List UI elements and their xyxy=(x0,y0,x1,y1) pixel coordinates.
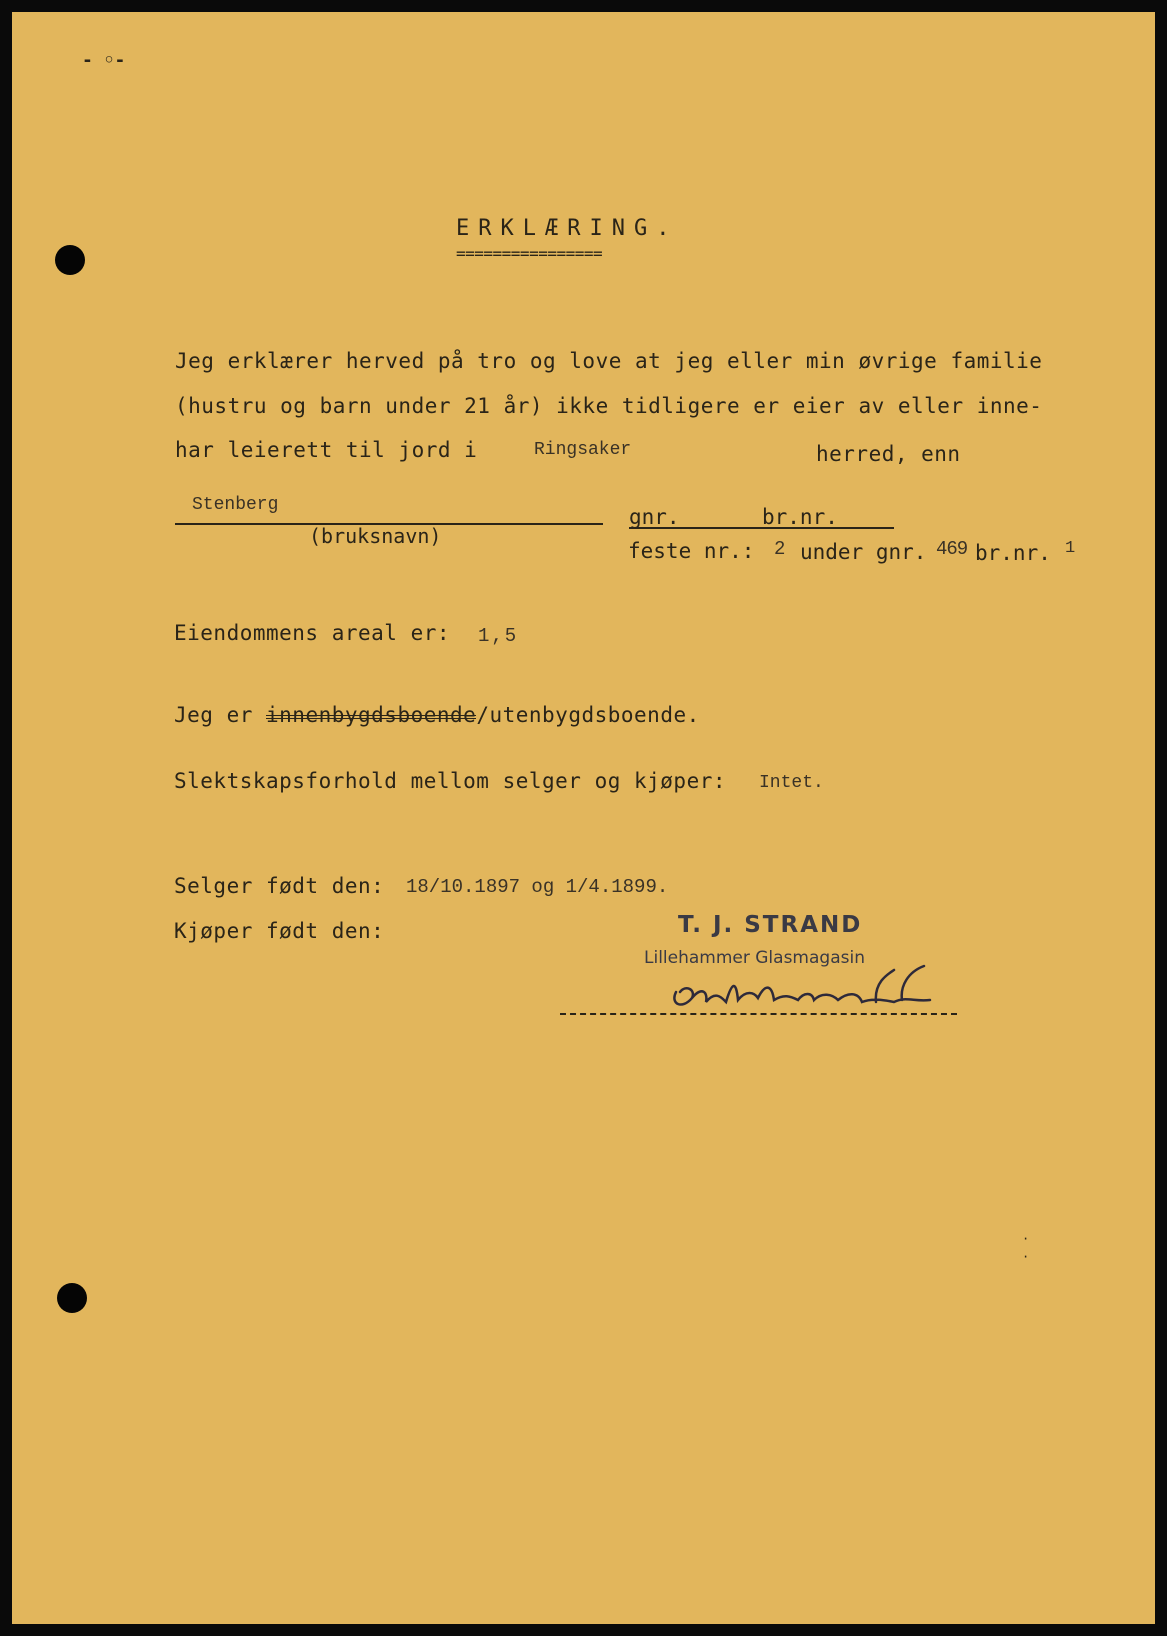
selger-label: Selger født den: xyxy=(174,874,385,898)
paragraph-line-2: (hustru og barn under 21 år) ikke tidligere er eier av eller inne- xyxy=(175,394,1043,418)
boende-line xyxy=(174,703,700,727)
selger-value: 18/10.1897 og 1/4.1899. xyxy=(406,876,669,898)
slektskap-label: Slektskapsforhold mellom selger og kjøper: xyxy=(174,769,727,793)
brnr-label: br.nr. xyxy=(762,505,838,529)
paragraph-line-3: har leierett til jord i xyxy=(175,438,478,462)
document-title: ERKLÆRING. xyxy=(456,216,679,241)
feste-under-gnr: under gnr. xyxy=(800,540,927,564)
bruksnavn-value: Stenberg xyxy=(192,495,279,515)
gnr-line xyxy=(629,527,894,529)
feste-prefix: feste nr.: xyxy=(628,539,755,563)
feste-brnr-value: 1 xyxy=(1065,539,1076,558)
areal-value: 1,5 xyxy=(478,625,519,647)
bruksnavn-label: (bruksnavn) xyxy=(309,524,442,548)
boende-prefix: Jeg er xyxy=(174,703,253,727)
herred-value: Ringsaker xyxy=(534,440,632,460)
feste-nr-value: 2 xyxy=(774,538,786,560)
punch-hole-top xyxy=(55,245,85,275)
corner-marks: - ◦- xyxy=(82,50,126,71)
gnr-label: gnr. xyxy=(629,505,680,529)
boende-kept: /utenbygdsboende. xyxy=(476,703,700,727)
document-page xyxy=(12,12,1155,1624)
feste-brnr-label: br.nr. xyxy=(975,541,1051,565)
margin-marks: · · xyxy=(1022,1232,1030,1264)
title-underline: ================ xyxy=(456,244,603,263)
areal-label: Eiendommens areal er: xyxy=(174,621,451,645)
stamp-name: T. J. STRAND xyxy=(678,912,863,938)
feste-gnr-value: 469 xyxy=(936,538,968,560)
punch-hole-bottom xyxy=(57,1283,87,1313)
signature-line xyxy=(560,1013,957,1015)
paragraph-line-1: Jeg erklærer herved på tro og love at jeg eller min øvrige familie xyxy=(175,349,1043,373)
stamp-company: Lillehammer Glasmagasin xyxy=(644,948,865,968)
slektskap-value: Intet. xyxy=(759,773,824,793)
boende-struck: innenbygdsboende xyxy=(266,703,477,727)
kjoper-label: Kjøper født den: xyxy=(174,919,385,943)
herred-suffix: herred, enn xyxy=(816,442,961,466)
